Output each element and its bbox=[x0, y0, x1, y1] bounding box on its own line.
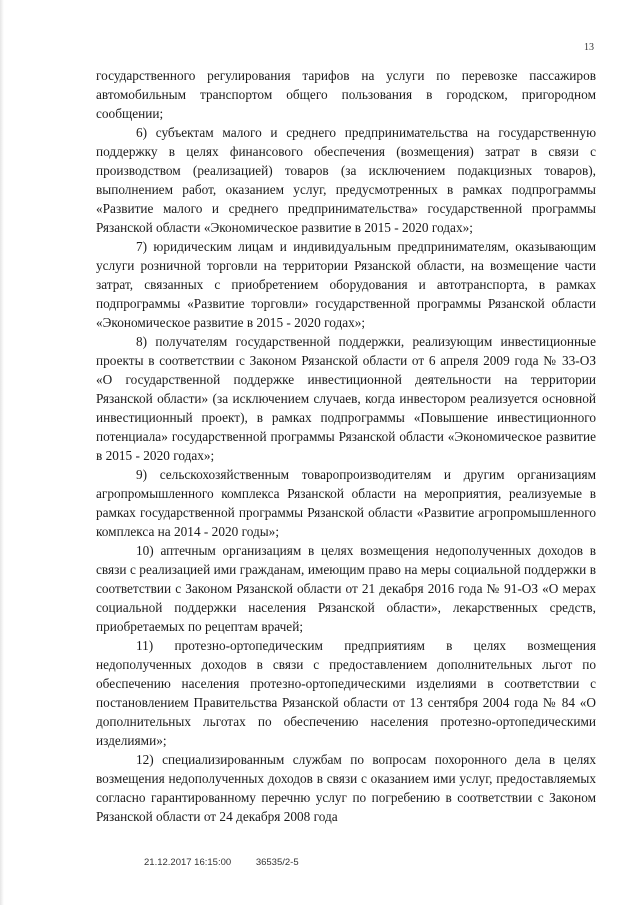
paragraph-item-8: 8) получателям государственной поддержки, реализующим инвестиционные проекты в соответствии с Законом Рязанской области от 6 апреля 2009 года № 33-ОЗ «О государственной поддержке инвестиционной деятельности на территории Рязанской области» (за исключением случаев, когда инвестором реализуется основной инвестиционный проект), в рамках подпрограммы «Повышение инвестиционного потенциала» государственной программы Рязанской области «Экономическое развитие в 2015 - 2020 годах»; bbox=[96, 334, 596, 463]
footer-doc-id: 36535/2-5 bbox=[255, 857, 299, 868]
footer-datetime: 21.12.2017 16:15:00 bbox=[144, 857, 232, 868]
document-footer bbox=[144, 857, 321, 868]
page-number: 13 bbox=[584, 42, 594, 53]
paragraph-item-12: 12) специализированным службам по вопросам похоронного дела в целях возмещения недополученных доходов в связи с оказанием ими услуг, предоставляемых согласно гарантированному перечню услуг по погребению в соответствии с Законом Рязанской области от 24 декабря 2008 года bbox=[96, 752, 596, 824]
paragraph-item-7: 7) юридическим лицам и индивидуальным предпринимателям, оказывающим услуги розничной торговли на территории Рязанской области, на возмещение части затрат, связанных с приобретением оборудования и автотранспорта, в рамках подпрограммы «Развитие торговли» государственной программы Рязанской области «Экономическое развитие в 2015 - 2020 годах»; bbox=[96, 239, 596, 330]
paragraph-item-6: 6) субъектам малого и среднего предпринимательства на государственную поддержку в целях финансового обеспечения (возмещения) затрат в связи с производством (реализацией) товаров (за исключением подакцизных товаров), выполнением работ, оказанием услуг, предусмотренных в рамках подпрограммы «Развитие малого и среднего предпринимательства» государственной программы Рязанской области «Экономическое развитие в 2015 - 2020 годах»; bbox=[96, 125, 596, 235]
document-body bbox=[96, 66, 596, 826]
scan-edge bbox=[0, 0, 4, 905]
paragraph-item-9: 9) сельскохозяйственным товаропроизводителям и другим организациям агропромышленного комплекса Рязанской области на мероприятия, реализуемые в рамках государственной программы Рязанской области «Развитие агропромышленного комплекса на 2014 - 2020 годы»; bbox=[96, 467, 596, 539]
paragraph-continuation: государственного регулирования тарифов на услуги по перевозке пассажиров автомобильным транспортом общего пользования в городском, пригородном сообщении; bbox=[96, 68, 596, 121]
paragraph-item-10: 10) аптечным организациям в целях возмещения недополученных доходов в связи с реализацией ими гражданам, имеющим право на меры социальной поддержки в соответствии с Законом Рязанской области от 21 декабря 2016 года № 91-ОЗ «О мерах социальной поддержки населения Рязанской области», лекарственных средств, приобретаемых по рецептам врачей; bbox=[96, 543, 596, 634]
paragraph-item-11: 11) протезно-ортопедическим предприятиям в целях возмещения недополученных доходов в связи с предоставлением дополнительных льгот по обеспечению населения протезно-ортопедическими изделиями в соответствии с постановлением Правительства Рязанской области от 13 сентября 2004 года № 84 «О дополнительных льготах по обеспечению населения протезно-ортопедическими изделиями»; bbox=[96, 638, 596, 748]
